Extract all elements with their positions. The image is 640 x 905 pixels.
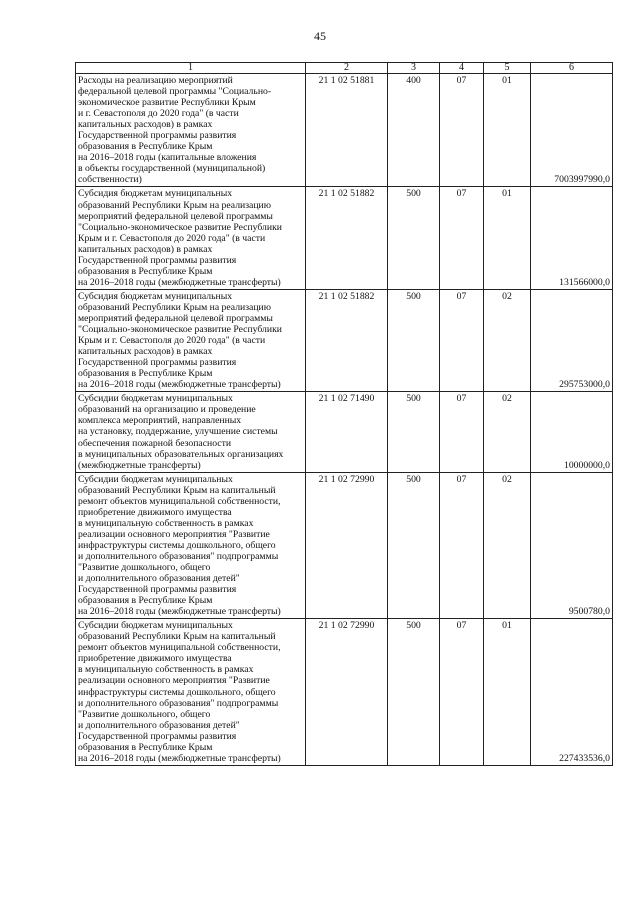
row-subsection: 01 (484, 619, 531, 766)
header-col-6: 6 (531, 63, 613, 74)
header-col-2: 2 (306, 63, 388, 74)
row-section: 07 (440, 289, 484, 391)
row-code: 21 1 02 51882 (306, 187, 388, 289)
row-section: 07 (440, 619, 484, 766)
row-subsection: 01 (484, 187, 531, 289)
table-row (76, 187, 613, 289)
header-col-1: 1 (76, 63, 306, 74)
row-expense-type: 500 (388, 472, 440, 619)
row-sum: 131566000,0 (531, 187, 613, 289)
row-code: 21 1 02 51882 (306, 289, 388, 391)
table-row (76, 472, 613, 619)
page-number: 45 (314, 29, 326, 43)
table-header-row (76, 63, 613, 74)
row-name: Субсидии бюджетам муниципальных образований на организацию и проведение комплекса мероприятий, направленных на установку, поддержание, улучшение системы обеспечения пожарной безопасности в муниципальных образовательных организациях (межбюджетные трансферты) (76, 392, 306, 472)
table-row (76, 619, 613, 766)
row-sum: 227433536,0 (531, 619, 613, 766)
header-col-5: 5 (484, 63, 531, 74)
row-subsection: 02 (484, 289, 531, 391)
row-code: 21 1 02 72990 (306, 619, 388, 766)
row-code: 21 1 02 51881 (306, 74, 388, 187)
row-section: 07 (440, 472, 484, 619)
row-code: 21 1 02 72990 (306, 472, 388, 619)
row-name: Субсидия бюджетам муниципальных образований Республики Крым на реализацию мероприятий федеральной целевой программы "Социально-экономическое развитие Республики Крым и г. Севастополя до 2020 года" (в части капитальных расходов) в рамках Государственной программы развития образования в Республике Крым на 2016–2018 годы (межбюджетные трансферты) (76, 289, 306, 391)
row-expense-type: 500 (388, 392, 440, 472)
row-section: 07 (440, 187, 484, 289)
table-row (76, 289, 613, 391)
row-name: Субсидия бюджетам муниципальных образований Республики Крым на реализацию мероприятий федеральной целевой программы "Социально-экономическое развитие Республики Крым и г. Севастополя до 2020 года" (в части капитальных расходов) в рамках Государственной программы развития образования в Республике Крым на 2016–2018 годы (межбюджетные трансферты) (76, 187, 306, 289)
row-section: 07 (440, 392, 484, 472)
row-sum: 9500780,0 (531, 472, 613, 619)
row-sum: 7003997990,0 (531, 74, 613, 187)
row-name: Субсидии бюджетам муниципальных образований Республики Крым на капитальный ремонт объектов муниципальной собственности, приобретение движимого имущества в муниципальную собственность в рамках реализации основного мероприятия "Развитие инфраструктуры системы дошкольного, общего и дополнительного образования" подпрограммы "Развитие дошкольного, общего и дополнительного образования детей" Государственной программы развития образования в Республике Крым на 2016–2018 годы (межбюджетные трансферты) (76, 472, 306, 619)
row-name: Субсидии бюджетам муниципальных образований Республики Крым на капитальный ремонт объектов муниципальной собственности, приобретение движимого имущества в муниципальную собственность в рамках реализации основного мероприятия "Развитие инфраструктуры системы дошкольного, общего и дополнительного образования" подпрограммы "Развитие дошкольного, общего и дополнительного образования детей" Государственной программы развития образования в Республике Крым на 2016–2018 годы (межбюджетные трансферты) (76, 619, 306, 766)
row-subsection: 02 (484, 472, 531, 619)
row-sum: 10000000,0 (531, 392, 613, 472)
table-row (76, 74, 613, 187)
header-col-3: 3 (388, 63, 440, 74)
row-sum: 295753000,0 (531, 289, 613, 391)
row-section: 07 (440, 74, 484, 187)
row-expense-type: 500 (388, 289, 440, 391)
budget-table (75, 62, 613, 766)
row-subsection: 02 (484, 392, 531, 472)
header-col-4: 4 (440, 63, 484, 74)
row-subsection: 01 (484, 74, 531, 187)
row-expense-type: 400 (388, 74, 440, 187)
table-row (76, 392, 613, 472)
row-code: 21 1 02 71490 (306, 392, 388, 472)
row-expense-type: 500 (388, 187, 440, 289)
row-name: Расходы на реализацию мероприятий федеральной целевой программы "Социально- экономическое развитие Республики Крым и г. Севастополя до 2020 года" (в части капитальных расходов) в рамках Государственной программы развития образования в Республике Крым на 2016–2018 годы (капитальные вложения в объекты государственной (муниципальной) собственности) (76, 74, 306, 187)
row-expense-type: 500 (388, 619, 440, 766)
